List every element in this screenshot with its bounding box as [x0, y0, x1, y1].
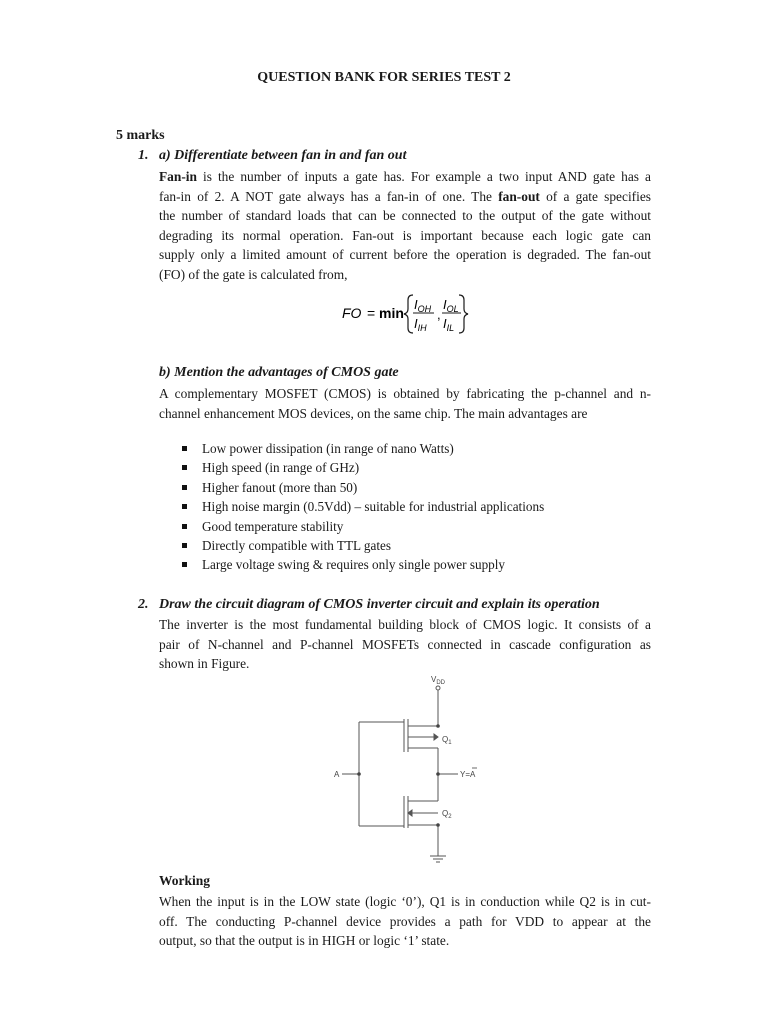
cmos-inverter-diagram [328, 670, 498, 868]
list-item [182, 478, 544, 497]
q2-label: $Q_2$ [442, 809, 452, 820]
formula-comma: , [437, 307, 441, 322]
bullet-icon [182, 543, 187, 548]
formula-equals: = [367, 305, 376, 321]
bullet-icon [182, 446, 187, 451]
bullet-icon [182, 485, 187, 490]
list-item [182, 497, 544, 516]
paragraph-line [159, 167, 651, 187]
paragraph-line: supply only a limited amount of current before the operation is degraded. The fan-out [159, 247, 651, 262]
vdd-label: $V_{DD}$ [431, 675, 446, 686]
paragraph-line: the number of standard loads that can be connected to the output of the gate without [159, 208, 651, 223]
numerator-1: $I_{OH}$ [414, 297, 432, 314]
junction-dot [357, 772, 361, 776]
input-label: A [334, 770, 340, 779]
bullet-icon [182, 562, 187, 567]
text-run: is the number of inputs a gate has. For example a two input AND gate has a [196, 169, 651, 184]
q1-label: $Q_1$ [442, 735, 452, 746]
output-label: Y=A [460, 770, 476, 779]
section-heading: 5 marks [116, 128, 165, 143]
paragraph-line: channel enhancement MOS devices, on the same chip. The main advantages are [159, 405, 588, 421]
bullet-icon [182, 524, 187, 529]
list-item-text: High noise margin (0.5Vdd) – suitable for industrial applications [202, 499, 545, 515]
formula-min: min [379, 305, 404, 321]
list-item [182, 458, 544, 477]
left-brace [404, 295, 413, 333]
q2-arrow-icon [408, 810, 412, 816]
junction-dot [436, 823, 440, 827]
fan-out-formula [342, 292, 482, 336]
paragraph-line: degrading its normal operation. Fan-out is important because each logic gate can [159, 227, 651, 243]
paragraph-line: shown in Figure. [159, 656, 250, 671]
fan-out-term: fan-out [498, 188, 540, 204]
text-run: of a gate specifies [539, 188, 651, 204]
q1-arrow-icon [434, 734, 438, 740]
page-title: QUESTION BANK FOR SERIES TEST 2 [257, 70, 511, 85]
text-run: fan-in of 2. A NOT gate always has a fan-in of one. The [159, 188, 499, 204]
list-item [182, 536, 544, 555]
paragraph-line: A complementary MOSFET (CMOS) is obtained by fabricating the p-channel and n- [159, 386, 651, 401]
question-2-number: 2. [138, 597, 149, 612]
formula-lhs: FO [342, 305, 362, 321]
junction-dot [436, 724, 440, 728]
cmos-advantages-list [182, 439, 544, 575]
list-item-text: Large voltage swing & requires only single power supply [202, 557, 506, 573]
question-1a-heading: a) Differentiate between fan in and fan out [159, 148, 407, 163]
list-item-text: Low power dissipation (in range of nano Watts) [202, 441, 454, 456]
paragraph-line [159, 187, 651, 207]
working-heading: Working [159, 873, 211, 888]
denominator-2: $I_{IL}$ [443, 316, 455, 333]
vdd-terminal [436, 686, 440, 690]
inverter-intro-paragraph [159, 615, 651, 674]
paragraph-line: When the input is in the LOW state (logic ‘0’), Q1 is in conduction while Q2 is in cut- [159, 894, 651, 909]
denominator-1: $I_{IH}$ [414, 316, 427, 333]
question-1-number: 1. [138, 148, 149, 163]
list-item-text: Good temperature stability [202, 518, 344, 534]
question-1b-heading: b) Mention the advantages of CMOS gate [159, 365, 399, 380]
bullet-icon [182, 465, 187, 470]
paragraph-line: (FO) of the gate is calculated from, [159, 266, 348, 282]
numerator-2: $I_{OL}$ [443, 297, 459, 314]
cmos-intro-paragraph [159, 384, 651, 423]
list-item [182, 517, 544, 536]
junction-dot [436, 772, 440, 776]
right-brace [459, 295, 468, 333]
list-item-text: Higher fanout (more than 50) [202, 479, 358, 495]
paragraph-line: pair of N-channel and P-channel MOSFETs connected in cascade configuration as [159, 636, 651, 652]
fan-in-fan-out-paragraph [159, 167, 651, 284]
working-paragraph [159, 892, 651, 951]
paragraph-line: The inverter is the most fundamental building block of CMOS logic. It consists of a [159, 617, 651, 632]
paragraph-line: output, so that the output is in HIGH or logic ‘1’ state. [159, 933, 450, 948]
question-2-heading: Draw the circuit diagram of CMOS inverter circuit and explain its operation [159, 597, 600, 612]
fan-in-term: Fan-in [159, 169, 197, 184]
list-item-text: Directly compatible with TTL gates [202, 538, 391, 554]
list-item [182, 439, 544, 458]
list-item-text: High speed (in range of GHz) [202, 460, 360, 476]
list-item [182, 555, 544, 574]
bullet-icon [182, 504, 187, 509]
paragraph-line: off. The conducting P-channel device provides a path for VDD to appear at the [159, 913, 651, 929]
